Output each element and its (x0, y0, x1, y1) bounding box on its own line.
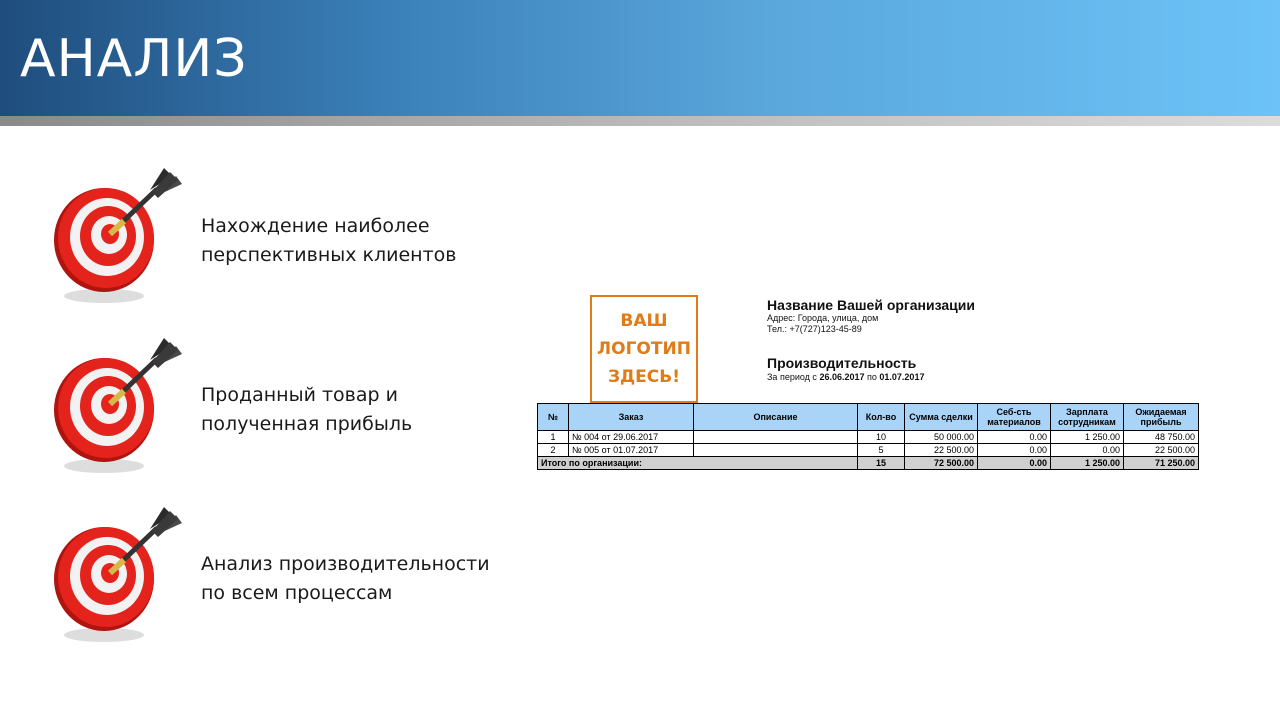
bullet-text (201, 212, 521, 270)
table-cell: 48 750.00 (1124, 431, 1199, 444)
column-header: Заказ (569, 404, 694, 431)
table-header-row (538, 404, 1199, 431)
bullet-point-clients (0, 168, 520, 308)
total-profit: 71 250.00 (1124, 457, 1199, 470)
organization-info (767, 297, 975, 335)
target-dart-icon (52, 507, 192, 647)
slide-title: АНАЛИЗ (20, 29, 248, 89)
table-cell: 0.00 (1051, 444, 1124, 457)
organization-address: Адрес: Города, улица, дом (767, 313, 879, 323)
table-cell: 22 500.00 (1124, 444, 1199, 457)
column-header: Зарплата сотрудникам (1051, 404, 1124, 431)
bullet-text-line: полученная прибыль (201, 413, 413, 435)
column-header: Сумма сделки (905, 404, 978, 431)
table-row (538, 431, 1199, 444)
bullet-text (201, 550, 521, 608)
table-cell: 22 500.00 (905, 444, 978, 457)
header-divider (0, 116, 1280, 126)
document-period (767, 372, 924, 382)
target-dart-icon (52, 338, 192, 478)
table-cell: 2 (538, 444, 569, 457)
period-to: 01.07.2017 (879, 372, 925, 382)
total-sum: 72 500.00 (905, 457, 978, 470)
logo-text: ВАШ ЛОГОТИП ЗДЕСЬ! (597, 311, 691, 387)
table-cell: 5 (858, 444, 905, 457)
organization-phone: Тел.: +7(727)123-45-89 (767, 324, 862, 334)
organization-name: Название Вашей организации (767, 297, 975, 313)
table-cell: № 005 от 01.07.2017 (569, 444, 694, 457)
slide-header (0, 0, 1280, 116)
column-header: Ожидаемая прибыль (1124, 404, 1199, 431)
bullet-text-line: перспективных клиентов (201, 244, 457, 266)
bullet-text-line: Нахождение наиболее (201, 215, 430, 237)
logo-placeholder (590, 295, 698, 403)
table-cell (694, 444, 858, 457)
bullet-text-line: Анализ производительности (201, 553, 490, 575)
bullet-text-line: по всем процессам (201, 582, 393, 604)
table-cell (694, 431, 858, 444)
bullet-text-line: Проданный товар и (201, 384, 398, 406)
column-header: № (538, 404, 569, 431)
table-cell: 10 (858, 431, 905, 444)
document-heading (767, 355, 924, 382)
column-header: Себ-сть материалов (978, 404, 1051, 431)
bullet-point-sales (0, 338, 520, 478)
table-cell: 0.00 (978, 444, 1051, 457)
table-cell: 1 (538, 431, 569, 444)
document-title: Производительность (767, 355, 917, 371)
performance-table (537, 403, 1199, 470)
total-salary: 1 250.00 (1051, 457, 1124, 470)
target-dart-icon (52, 168, 192, 308)
period-from: 26.06.2017 (819, 372, 865, 382)
period-mid: по (867, 372, 877, 382)
table-row (538, 444, 1199, 457)
total-materials: 0.00 (978, 457, 1051, 470)
column-header: Описание (694, 404, 858, 431)
period-prefix: За период с (767, 372, 817, 382)
total-label: Итого по организации: (538, 457, 858, 470)
column-header: Кол-во (858, 404, 905, 431)
bullet-text (201, 381, 521, 439)
total-qty: 15 (858, 457, 905, 470)
table-cell: № 004 от 29.06.2017 (569, 431, 694, 444)
table-cell: 0.00 (978, 431, 1051, 444)
table-total-row (538, 457, 1199, 470)
bullet-point-performance (0, 507, 520, 647)
table-cell: 1 250.00 (1051, 431, 1124, 444)
table-cell: 50 000.00 (905, 431, 978, 444)
